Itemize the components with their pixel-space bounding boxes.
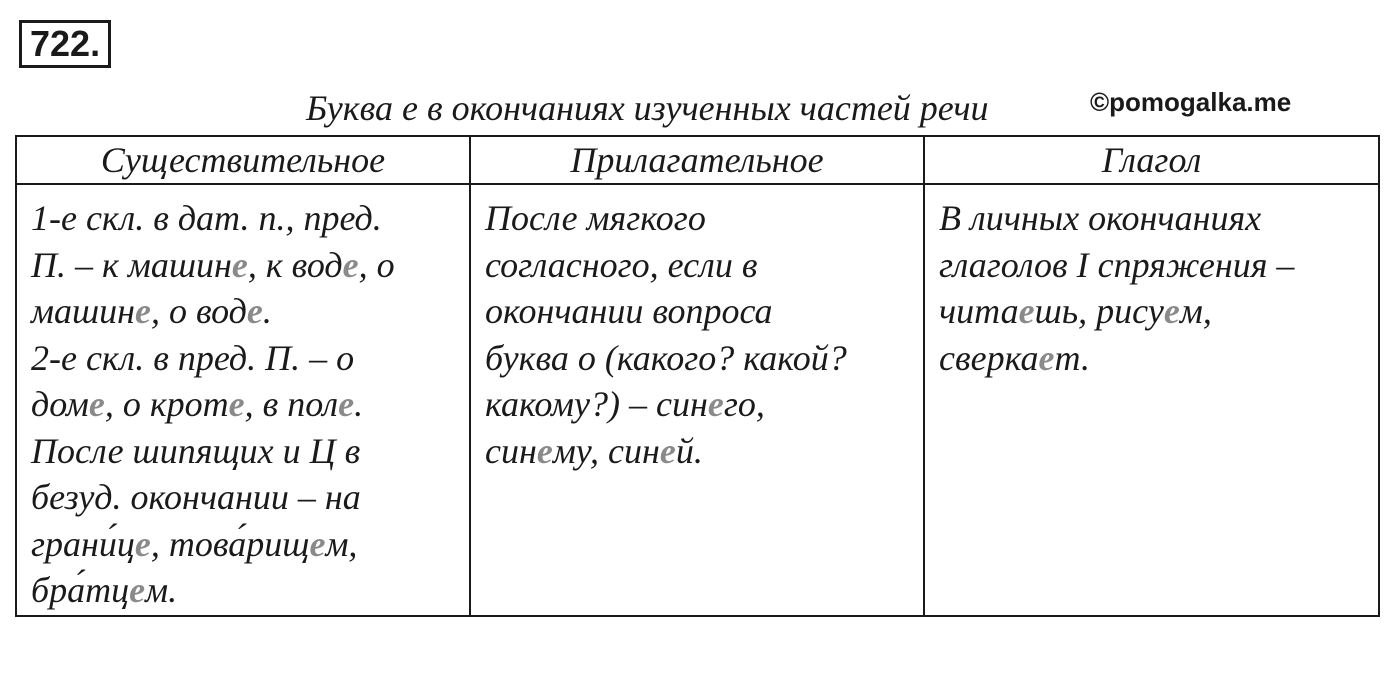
rule-text: 2-е скл. в пред. П. – о xyxy=(31,337,355,378)
rule-line xyxy=(485,335,911,382)
highlighted-ending-letter: е xyxy=(246,291,263,331)
rule-line xyxy=(31,242,457,289)
highlighted-ending-letter: е xyxy=(342,244,359,285)
highlighted-ending-letter: е xyxy=(536,430,553,471)
rule-text: машин xyxy=(31,291,136,331)
rule-text: После шипящих и Ц в xyxy=(31,430,361,471)
rule-text: После мягкого xyxy=(485,198,706,238)
rule-line xyxy=(31,567,457,614)
rule-text: . xyxy=(354,384,364,424)
table-header-row xyxy=(16,136,1379,184)
rule-line xyxy=(939,242,1366,289)
rule-text: сверка xyxy=(939,337,1039,378)
rule-line xyxy=(485,428,911,475)
adjective-rule-cell xyxy=(470,184,924,616)
rules-table xyxy=(15,135,1380,617)
rule-line xyxy=(31,474,457,521)
rule-text: буква о (какого? какой? xyxy=(485,337,847,378)
header-verb: Глагол xyxy=(924,136,1379,184)
verb-rule-cell xyxy=(924,184,1379,616)
rule-text: , о xyxy=(358,244,395,285)
rule-text: 1-е скл. в дат. п., пред. xyxy=(31,198,382,238)
table-body-row xyxy=(16,184,1379,616)
highlighted-ending-letter: е xyxy=(129,570,146,610)
header-noun: Существительное xyxy=(16,136,470,184)
highlighted-ending-letter: е xyxy=(659,430,676,471)
rule-text: В личных окончаниях xyxy=(939,198,1262,238)
rule-text: , в пол xyxy=(244,384,339,424)
rule-text: м, xyxy=(325,523,358,564)
highlighted-ending-letter: е xyxy=(88,384,105,424)
rule-text: П. – к машин xyxy=(31,244,232,285)
highlighted-ending-letter: е xyxy=(707,384,724,424)
rule-text: глаголов I спряжения – xyxy=(939,244,1295,285)
rule-text: окончании вопроса xyxy=(485,291,773,331)
rule-text: м, xyxy=(1179,291,1212,331)
rule-text: му, син xyxy=(552,430,660,471)
rule-text: , това́рищ xyxy=(150,523,310,564)
rule-line xyxy=(485,381,911,428)
rule-text: , к вод xyxy=(247,244,343,285)
table-title: Буква е в окончаниях изученных частей речи xyxy=(306,88,989,128)
rule-text: шь, рису xyxy=(1034,291,1164,331)
highlighted-ending-letter: е xyxy=(228,384,245,424)
highlighted-ending-letter: е xyxy=(231,244,248,285)
rule-text: т. xyxy=(1054,337,1090,378)
rule-text: , о крот xyxy=(104,384,229,424)
rule-text: бра́тц xyxy=(31,570,130,610)
rule-line xyxy=(939,288,1366,335)
rule-line xyxy=(31,521,457,568)
rule-text: . xyxy=(262,291,272,331)
rule-text: согласного, если в xyxy=(485,244,758,285)
rule-text: безуд. окончании – на xyxy=(31,477,361,517)
rule-line xyxy=(485,195,911,242)
highlighted-ending-letter: е xyxy=(135,291,151,331)
highlighted-ending-letter: е xyxy=(1038,337,1055,378)
watermark: ©pomogalka.me xyxy=(1090,87,1292,117)
rule-line xyxy=(31,381,457,428)
highlighted-ending-letter: е xyxy=(134,523,151,564)
highlighted-ending-letter: е xyxy=(309,523,326,564)
rule-text: чита xyxy=(939,291,1019,331)
rule-line xyxy=(31,288,457,335)
rule-line xyxy=(31,335,457,382)
rule-text: дом xyxy=(31,384,89,424)
rule-text: го, xyxy=(723,384,765,424)
highlighted-ending-letter: е xyxy=(1163,291,1180,331)
rule-text: син xyxy=(485,430,537,471)
exercise-number: 722. xyxy=(19,20,111,68)
rule-line xyxy=(485,242,911,289)
rule-line xyxy=(31,195,457,242)
rule-text: м. xyxy=(145,570,178,610)
rule-text: грани́ц xyxy=(31,523,135,564)
rule-line xyxy=(485,288,911,335)
rule-text: , о вод xyxy=(151,291,247,331)
header-adjective: Прилагательное xyxy=(470,136,924,184)
rule-line xyxy=(31,428,457,475)
rule-text: й. xyxy=(675,430,703,471)
rule-line xyxy=(939,195,1366,242)
noun-rule-cell xyxy=(16,184,470,616)
rule-line xyxy=(939,335,1366,382)
rule-text: какому?) – син xyxy=(485,384,708,424)
highlighted-ending-letter: е xyxy=(1018,291,1035,331)
highlighted-ending-letter: е xyxy=(338,384,355,424)
